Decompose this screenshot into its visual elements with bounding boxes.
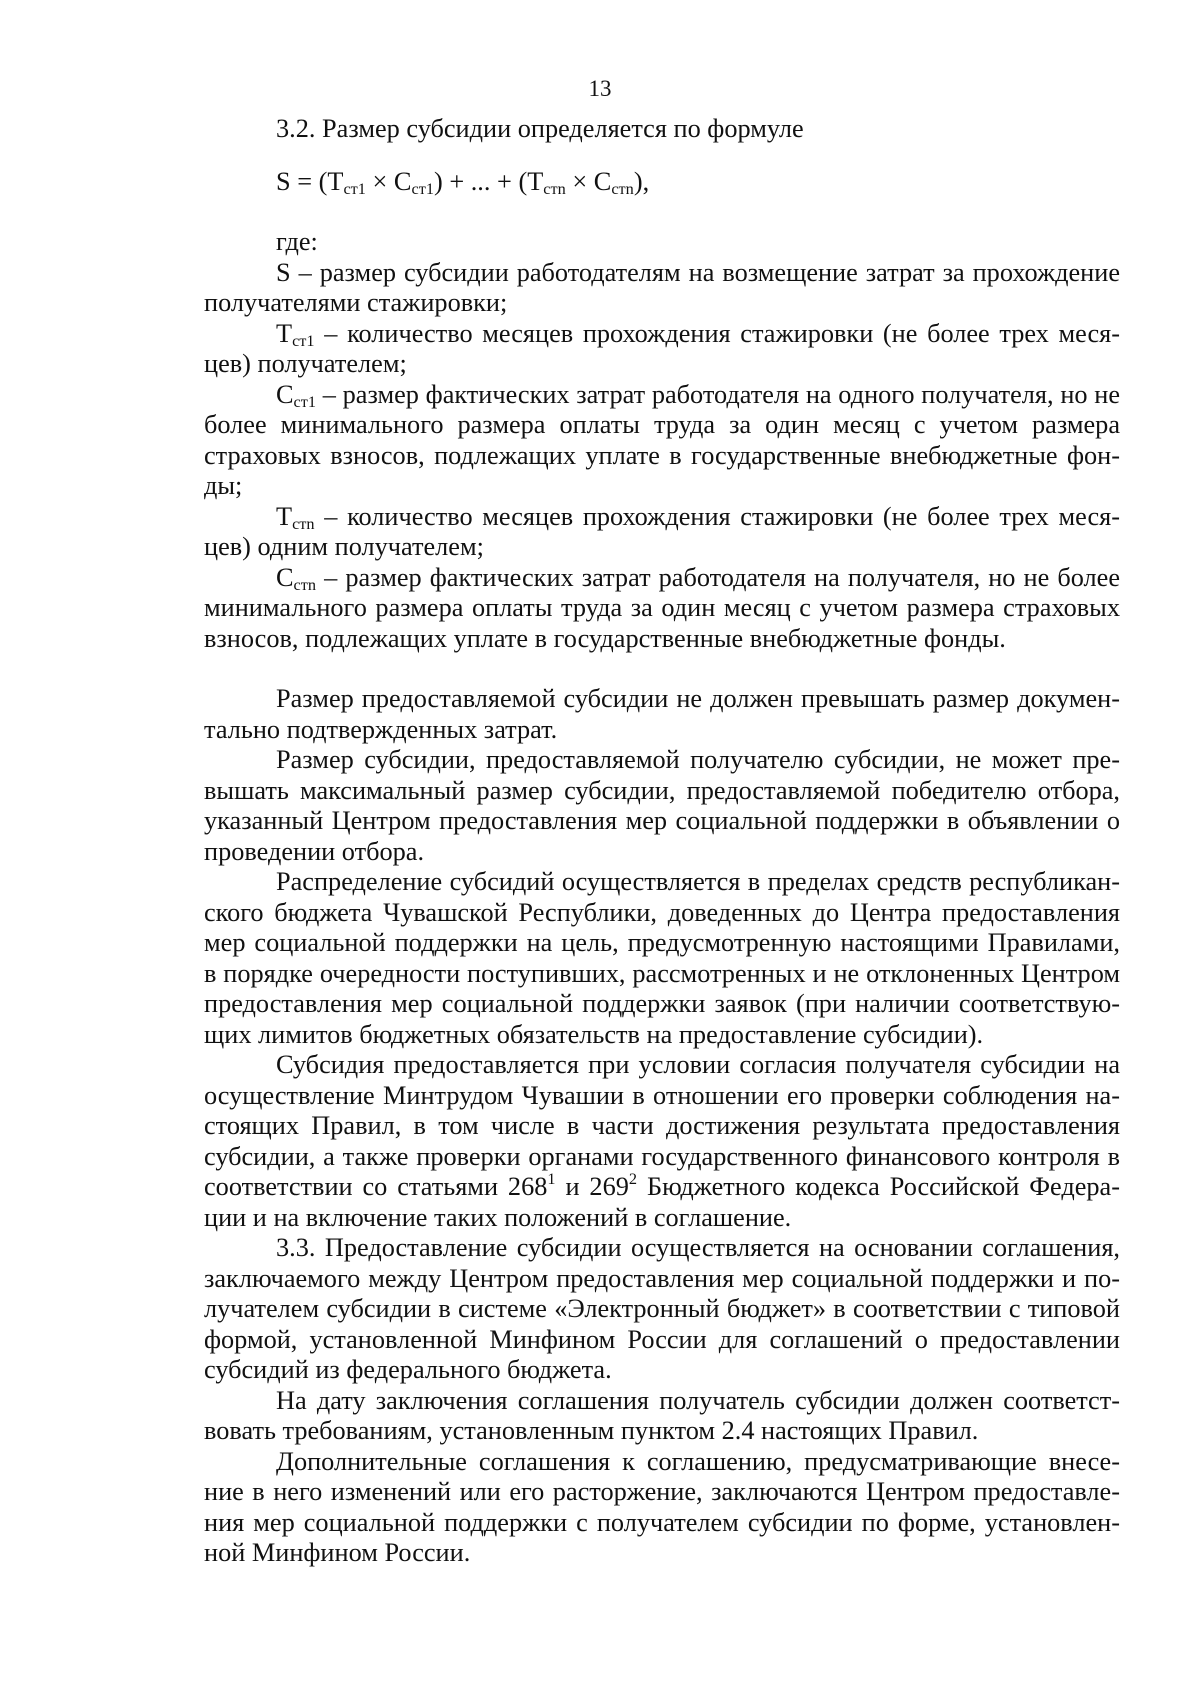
definition-tn: $T_{стn}$ – количество месяцев прохождения стажировки (не более трех месяцев) одним получателем; <box>204 501 1120 561</box>
definition-c1: $C_{ст1}$ – размер фактических затрат работодателя на одного получателя, но не более минимального размера оплаты труда за один месяц с учетом размера страховых взносов, подлежащих уплате в государственные внебюджетные фонды; <box>204 379 1120 500</box>
definition-t1: $T_{ст1}$ – количество месяцев прохождения стажировки (не более трех месяцев) получателем; <box>204 318 1120 378</box>
paragraph-additional-agreements: Дополнительные соглашения к соглашению, предусматривающие внесение в него изменений или его расторжение, заключаются Центром предоставления мер социальной поддержки с получателем субсидии по форме, установленной Минфином России. <box>204 1446 1120 1567</box>
subsidy-formula: $S = (T_{ст1} \times C_{ст1})$ + ... + $(T_{стn} \times C_{стn})$, <box>276 166 650 198</box>
where-label: где: <box>276 227 318 256</box>
paragraph-3-3: 3.3. Предоставление субсидии осуществляется на основании соглашения, заключаемого между Центром предоставления мер социальной поддержки и получателем субсидии в системе «Электронный бюджет» в соответствии с типовой формой, установленной Минфином России для соглашений о предоставлении субсидий из федерального бюджета. <box>204 1233 1120 1384</box>
paragraph-consent: Субсидия предоставляется при условии согласия получателя субсидии на осуществление Минтрудом Чувашии в отношении его проверки соблюдения настоящих Правил, в том числе в части достижения результата предоставления субсидии, а также проверки органами государственного финансового контроля в соответствии со статьями $268^1$ и $269^2$ Бюджетного кодекса Российской Федерации и на включение таких положений в соглашение. <box>204 1050 1120 1232</box>
definition-s: S – размер субсидии работодателям на возмещение затрат за прохождение получателями стажировки; <box>204 257 1120 317</box>
paragraph-requirements: На дату заключения соглашения получатель субсидии должен соответствовать требованиям, установленным пунктом 2.4 настоящих Правил. <box>204 1385 1120 1445</box>
document-body <box>204 114 1120 1569</box>
paragraph-max-size: Размер субсидии, предоставляемой получателю субсидии, не может превышать максимальный размер субсидии, предоставляемой победителю отбора, указанный Центром предоставления мер социальной поддержки в объявлении о проведении отбора. <box>204 745 1120 866</box>
paragraph-distribution: Распределение субсидий осуществляется в пределах средств республиканского бюджета Чувашской Республики, доведенных до Центра предоставления мер социальной поддержки на цель, предусмотренную настоящими Правилами, в порядке очередности поступивших, рассмотренных и не отклоненных Центром предоставления мер социальной поддержки заявок (при наличии соответствующих лимитов бюджетных обязательств на предоставление субсидии). <box>204 867 1120 1049</box>
paragraph-limit: Размер предоставляемой субсидии не должен превышать размер документально подтвержденных затрат. <box>204 684 1120 744</box>
page-number: 13 <box>588 76 612 101</box>
definition-cn: $C_{стn}$ – размер фактических затрат работодателя на получателя, но не более минимального размера оплаты труда за один месяц с учетом размера страховых взносов, подлежащих уплате в государственные внебюджетные фонды. <box>204 562 1120 653</box>
paragraph-3-2: 3.2. Размер субсидии определяется по формуле <box>276 114 804 143</box>
